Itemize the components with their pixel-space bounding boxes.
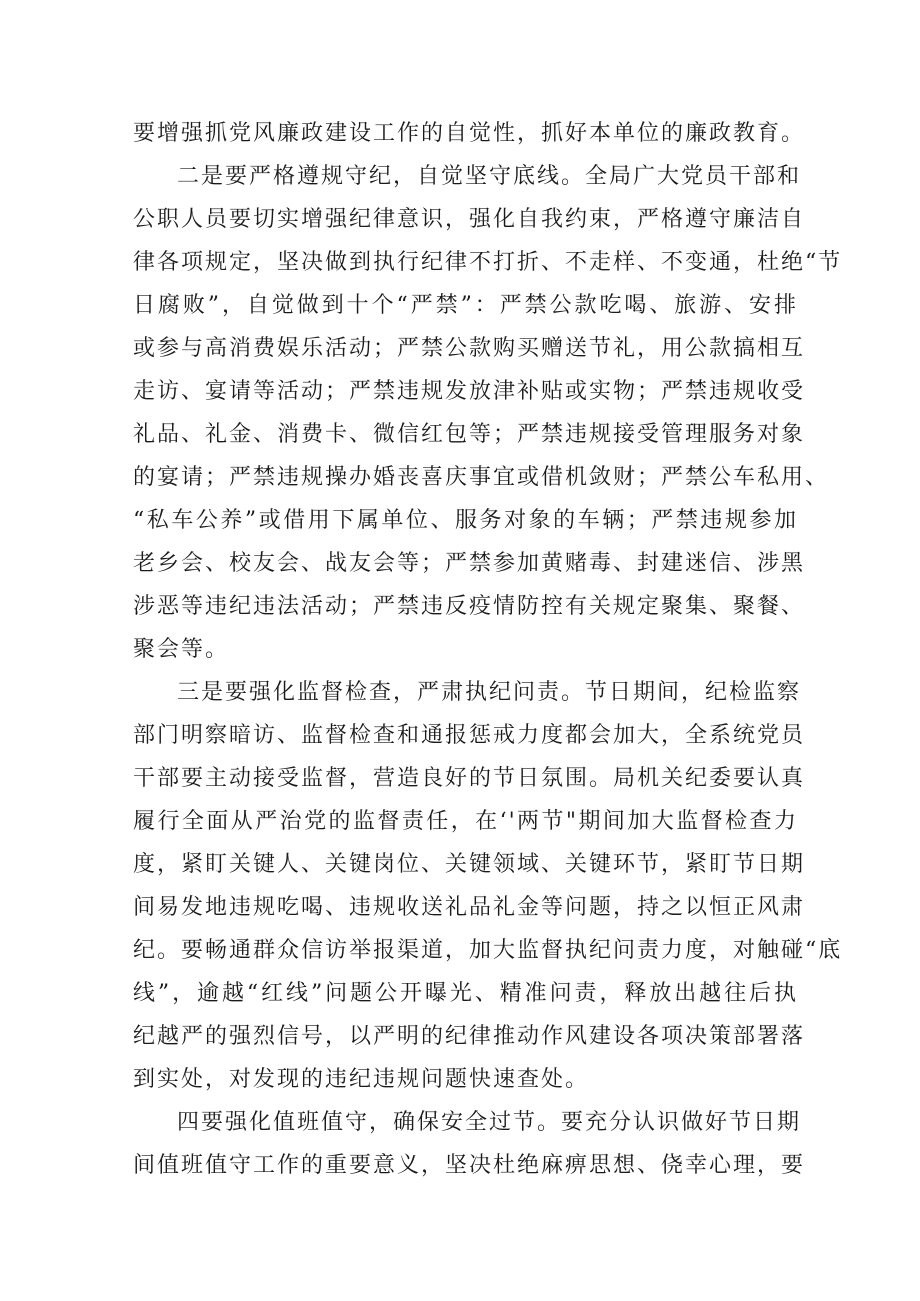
text-line: 三是要强化监督检查，严肃执纪问责。节日期间，纪检监察 xyxy=(177,680,802,705)
text-line: 度，紧盯关键人、关键岗位、关键领域、关键环节，紧盯节日期 xyxy=(133,852,806,877)
document-body xyxy=(133,112,843,1187)
text-line: 履行全面从严治党的监督责任，在‘'两节"期间加大监督检查力 xyxy=(133,809,798,834)
text-line: 走访、宴请等活动；严禁违规发放津补贴或实物；严禁违规收受 xyxy=(133,379,806,404)
text-line: 聚会等。 xyxy=(133,637,230,662)
text-line: 线”，逾越“红线”问题公开曝光、精准问责，释放出越往后执 xyxy=(133,981,798,1006)
text-line: 要增强抓党风廉政建设工作的自觉性，抓好本单位的廉政教育。 xyxy=(133,121,806,146)
text-line: 涉恶等违纪违法活动；严禁违反疫情防控有关规定聚集、聚餐、 xyxy=(133,594,806,619)
text-line: “私车公养”或借用下属单位、服务对象的车辆；严禁违规参加 xyxy=(133,508,798,533)
text-line: 老乡会、校友会、战友会等；严禁参加黄赌毒、封建迷信、涉黑 xyxy=(133,551,806,576)
text-line: 律各项规定，坚决做到执行纪律不打折、不走样、不变通，杜绝“节 xyxy=(133,250,843,275)
text-line: 礼品、礼金、消费卡、微信红包等；严禁违规接受管理服务对象 xyxy=(133,422,806,447)
text-line: 二是要严格遵规守纪，自觉坚守底线。全局广大党员干部和 xyxy=(177,164,802,189)
text-line: 纪越严的强烈信号，以严明的纪律推动作风建设各项决策部署落 xyxy=(133,1024,806,1049)
text-line: 间值班值守工作的重要意义，坚决杜绝麻痹思想、侥幸心理，要 xyxy=(133,1153,806,1178)
text-line: 到实处，对发现的违纪违规问题快速查处。 xyxy=(133,1067,590,1092)
text-line: 四要强化值班值守，确保安全过节。要充分认识做好节日期 xyxy=(177,1110,802,1135)
text-line: 干部要主动接受监督，营造良好的节日氛围。局机关纪委要认真 xyxy=(133,766,806,791)
text-line: 公职人员要切实增强纪律意识，强化自我约束，严格遵守廉洁自 xyxy=(133,207,806,232)
text-line: 的宴请；严禁违规操办婚丧喜庆事宜或借机敛财；严禁公车私用、 xyxy=(133,465,830,490)
text-line: 或参与高消费娱乐活动；严禁公款购买赠送节礼，用公款搞相互 xyxy=(133,336,806,361)
text-line: 日腐败”，自觉做到十个“严禁”：严禁公款吃喝、旅游、安排 xyxy=(133,293,798,318)
text-line: 纪。要畅通群众信访举报渠道，加大监督执纪问责力度，对触碰“底 xyxy=(133,938,843,963)
text-line: 部门明察暗访、监督检查和通报惩戒力度都会加大，全系统党员 xyxy=(133,723,806,748)
text-line: 间易发地违规吃喝、违规收送礼品礼金等问题，持之以恒正风肃 xyxy=(133,895,806,920)
